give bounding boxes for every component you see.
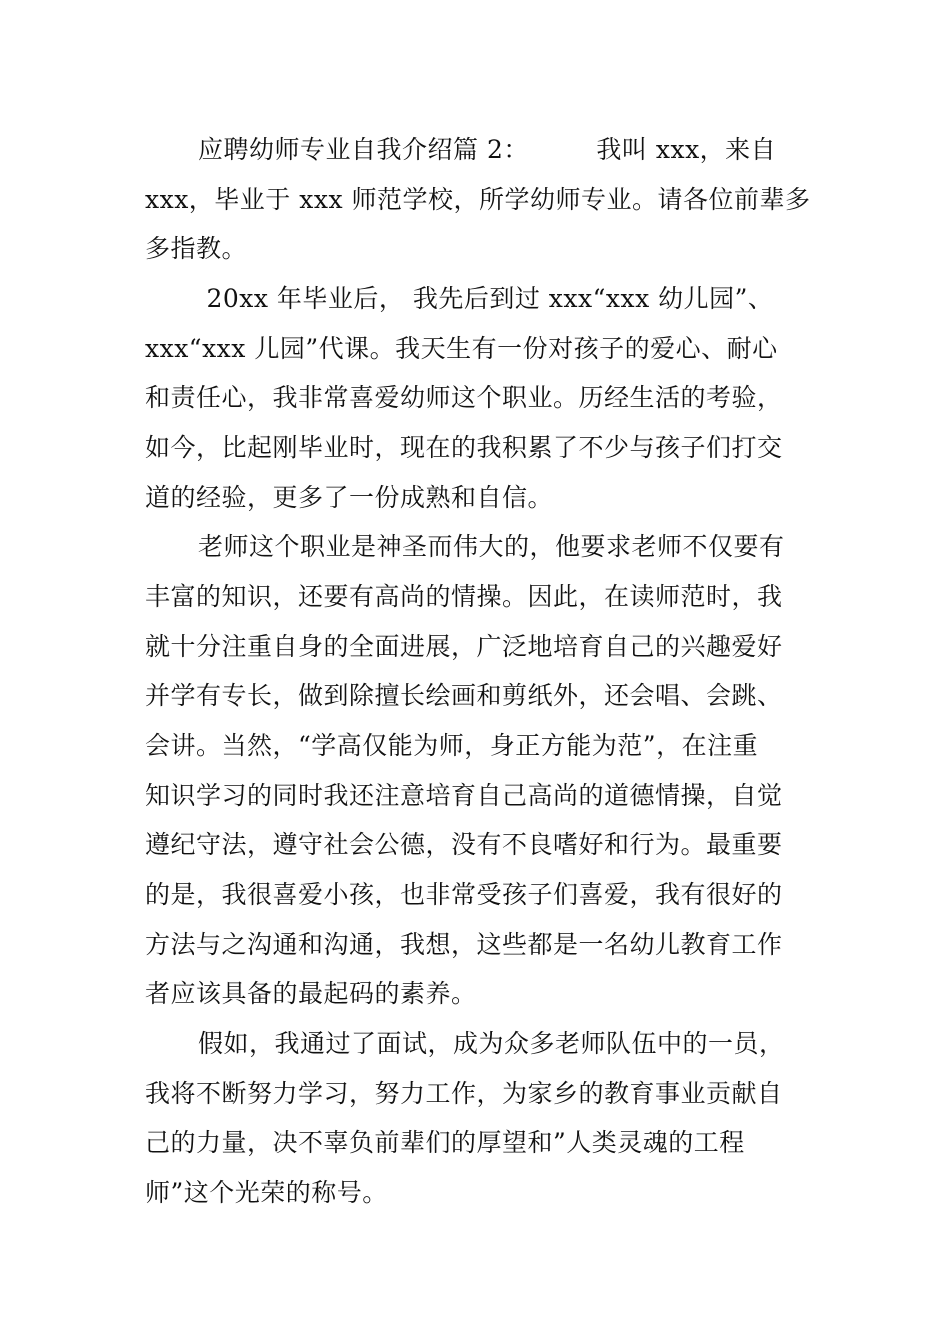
- paragraph-line: 老师这个职业是神圣而伟大的，他要求老师不仅要有: [198, 532, 785, 561]
- paragraph-line: 20xx 年毕业后， 我先后到过 xxx“xxx 幼儿园”、: [198, 284, 774, 313]
- paragraph-line: 知识学习的同时我还注意培育自己高尚的道德情操，自觉: [145, 781, 783, 810]
- paragraph-line: 假如，我通过了面试，成为众多老师队伍中的一员，: [198, 1029, 785, 1058]
- paragraph-line: 者应该具备的最起码的素养。: [145, 979, 477, 1008]
- paragraph-line: xxx“xxx 儿园”代课。我天生有一份对孩子的爱心、耐心: [145, 334, 778, 363]
- paragraph-line: 我将不断努力学习，努力工作，为家乡的教育事业贡献自: [145, 1079, 783, 1108]
- paragraph-line: 方法与之沟通和沟通，我想，这些都是一名幼儿教育工作: [145, 930, 783, 959]
- paragraph-line: 己的力量，决不辜负前辈们的厚望和”人类灵魂的工程: [145, 1128, 745, 1157]
- paragraph-line: 遵纪守法，遵守社会公德，没有不良嗜好和行为。最重要: [145, 830, 783, 859]
- paragraph-line: 师”这个光荣的称号。: [145, 1178, 388, 1207]
- paragraph-line: 的是，我很喜爱小孩，也非常受孩子们喜爱，我有很好的: [145, 880, 783, 909]
- paragraph-line: 就十分注重自身的全面进展，广泛地培育自己的兴趣爱好: [145, 632, 783, 661]
- paragraph-line: 如今，比起刚毕业时，现在的我积累了不少与孩子们打交: [145, 433, 783, 462]
- paragraph-line: 会讲。当然，“学高仅能为师，身正方能为范”，在注重: [145, 731, 759, 760]
- paragraph-line: 并学有专长，做到除擅长绘画和剪纸外，还会唱、会跳、: [145, 681, 783, 710]
- paragraph-line: 多指教。: [145, 234, 248, 263]
- paragraph-line: xxx，毕业于 xxx 师范学校，所学幼师专业。请各位前辈多: [145, 185, 811, 214]
- paragraph-line: 道的经验，更多了一份成熟和自信。: [145, 483, 554, 512]
- paragraph-line: 应聘幼师专业自我介绍篇 2： 我叫 xxx，来自: [198, 135, 777, 164]
- paragraph-line: 丰富的知识，还要有高尚的情操。因此，在读师范时，我: [145, 582, 783, 611]
- paragraph-line: 和责任心，我非常喜爱幼师这个职业。历经生活的考验，: [145, 383, 783, 412]
